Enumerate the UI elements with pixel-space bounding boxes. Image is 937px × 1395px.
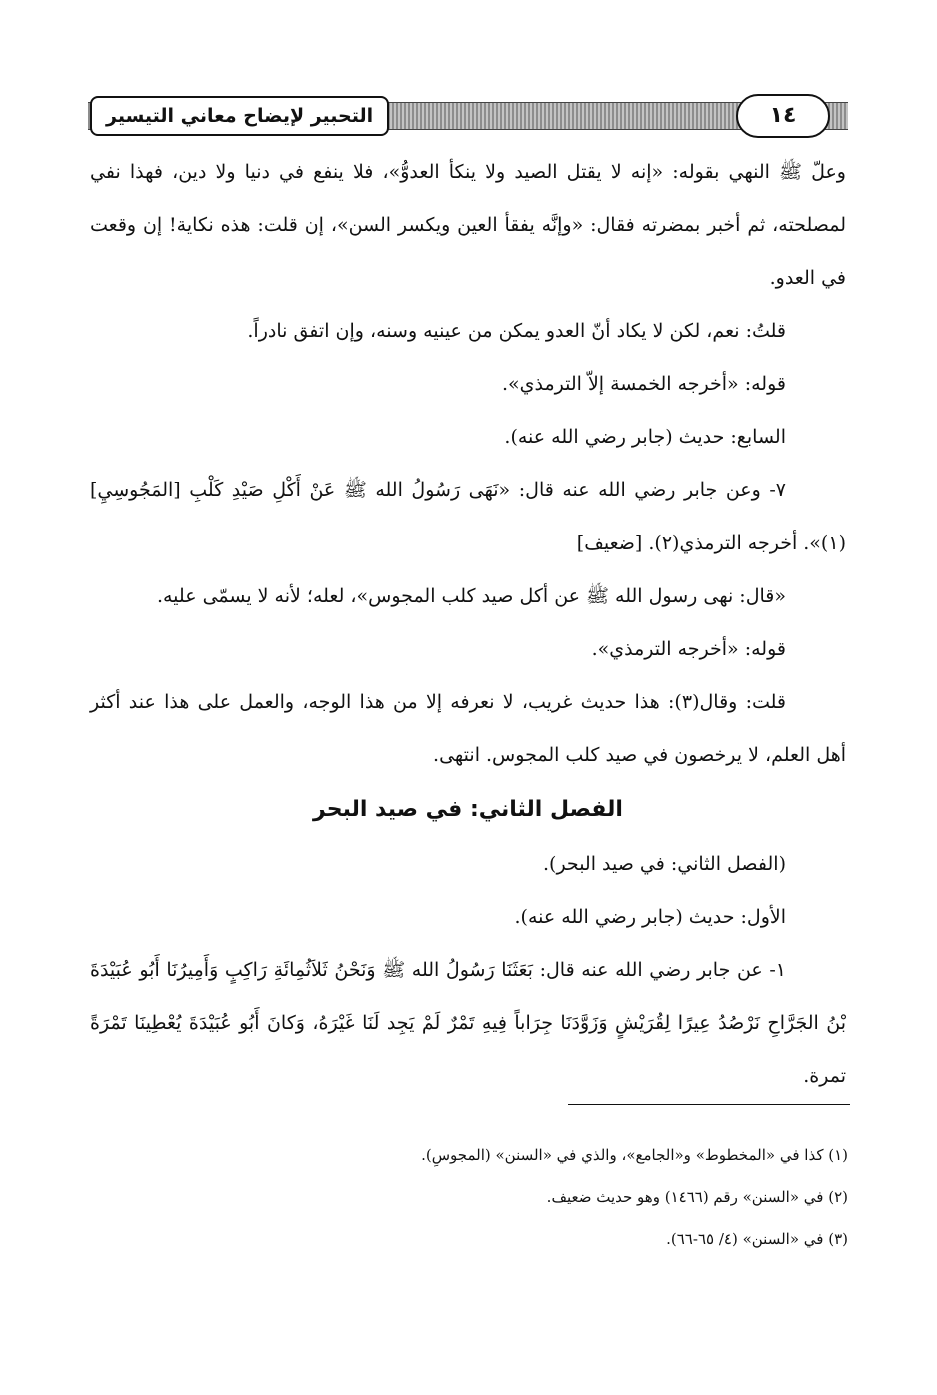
section-heading: الفصل الثاني: في صيد البحر bbox=[313, 797, 623, 822]
paragraph-2: قلتُ: نعم، لكن لا يكاد أنّ العدو يمكن من عينيه وسنه، وإن اتفق نادراً. bbox=[247, 320, 786, 342]
page-header bbox=[88, 92, 848, 140]
footnote-3: (٣) في «السنن» (٤/ ٦٥-٦٦). bbox=[666, 1230, 848, 1248]
paragraph-8: قلت: وقال(٣): هذا حديث غريب، لا نعرفه إلا من هذا الوجه، والعمل على هذا عند أكثر أهل العلم، لا يرخصون في صيد كلب المجوس. انتهى. bbox=[90, 691, 846, 766]
footnote-divider bbox=[568, 1104, 850, 1105]
paragraph-3: قوله: «أخرجه الخمسة إلاّ الترمذي». bbox=[501, 373, 786, 395]
hadith-1: ١- عن جابر رضي الله عنه قال: بَعَثَنَا رَسُولُ الله ﷺ وَنَحْنُ ثَلاَثُمِائَةِ رَاكِبٍ وَأَمِيرُنَا أَبُو عُبَيْدَةَ بْنُ الجَرَّاحِ نَرْصُدُ عِيرًا لِقُرَيْشٍ وَزَوَّدَنَا جِرَاباً فِيهِ تَمْرٌ لَمْ يَجِد لَنَا غَيْرَهُ، وَكانَ أَبُو عُبَيْدَةَ يُعْطِينَا تَمْرَةً تمرة. bbox=[90, 959, 846, 1087]
paragraph-10: الأول: حديث (جابر رضي الله عنه). bbox=[514, 906, 786, 928]
footnote-2: (٢) في «السنن» رقم (١٤٦٦) وهو حديث ضعيف. bbox=[546, 1188, 848, 1206]
page-number: ١٤ bbox=[736, 94, 830, 138]
paragraph-9: (الفصل الثاني: في صيد البحر). bbox=[543, 853, 786, 875]
paragraph-4: السابع: حديث (جابر رضي الله عنه). bbox=[504, 426, 786, 448]
book-title: التحبير لإيضاح معاني التيسير bbox=[90, 96, 389, 136]
hadith-7: ٧- وعن جابر رضي الله عنه قال: «نَهَى رَسُولُ الله ﷺ عَنْ أَكْلِ صَيْدِ كَلْبِ [المَجُوسِيِ](١)». أخرجه الترمذي(٢). [ضعيف] bbox=[90, 479, 846, 554]
footnotes bbox=[90, 1134, 848, 1260]
paragraph-1: وعلّ ﷺ النهي بقوله: «إنه لا يقتل الصيد ولا ينكأ العدوُّ»، فلا ينفع في دنيا ولا دين، فهذا نفي لمصلحته، ثم أخبر بمضرته فقال: «وإنَّه يفقأ العين ويكسر السن»، إن قلت: هذه نكاية! إن وقعت في العدو. bbox=[90, 161, 846, 289]
paragraph-6: «قال: نهى رسول الله ﷺ عن أكل صيد كلب المجوس»، لعله؛ لأنه لا يسمّى عليه. bbox=[156, 585, 786, 607]
footnote-1: (١) كذا في «المخطوط» و«الجامع»، والذي في «السنن» (المجوسِ). bbox=[421, 1146, 848, 1164]
page-body bbox=[90, 146, 846, 1103]
paragraph-7: قوله: «أخرجه الترمذي». bbox=[591, 638, 786, 660]
